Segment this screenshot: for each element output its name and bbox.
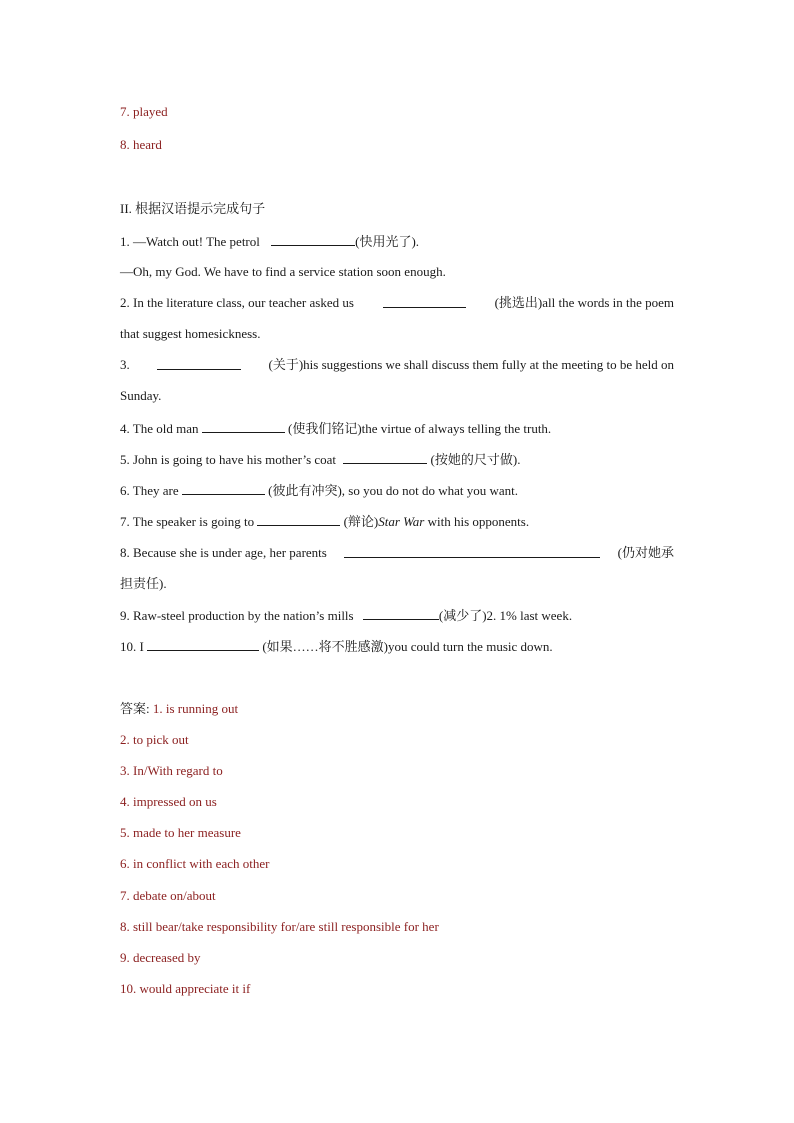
section-title: II. 根据汉语提示完成句子 <box>120 201 266 216</box>
question-8-text: 8. Because she is under age, her parents <box>120 545 327 560</box>
answer-2: 2. to pick out <box>120 732 189 747</box>
answer-8: 8. still bear/take responsibility for/are still responsible for her <box>120 919 439 934</box>
answer-1: 1. is running out <box>152 701 239 716</box>
question-8-continued: 担责任). <box>120 576 167 591</box>
question-7-end: with his opponents. <box>427 514 530 529</box>
answer-blank[interactable] <box>383 295 466 308</box>
question-2-continued: that suggest homesickness. <box>120 326 261 341</box>
question-9-text: 9. Raw-steel production by the nation’s mills <box>120 608 354 623</box>
answer-blank[interactable] <box>343 451 427 464</box>
question-1-text: 1. —Watch out! The petrol <box>120 234 260 249</box>
question-8 <box>120 545 674 561</box>
question-2 <box>120 295 674 311</box>
question-5 <box>120 451 520 468</box>
answer-blank[interactable] <box>363 607 439 620</box>
answer-1-line <box>120 701 238 717</box>
prev-answer-7: 7. played <box>120 104 168 119</box>
question-2-text: 2. In the literature class, our teacher asked us <box>120 295 354 310</box>
question-5-hint: (按她的尺寸做). <box>430 452 521 467</box>
question-9 <box>120 607 572 624</box>
question-1 <box>120 233 419 250</box>
answer-blank[interactable] <box>257 513 340 526</box>
question-1-hint: (快用光了). <box>355 234 420 249</box>
answer-blank[interactable] <box>344 545 600 558</box>
question-4-hint: (使我们铭记)the virtue of always telling the truth. <box>287 421 552 436</box>
question-6 <box>120 482 518 499</box>
question-7-title: Star War <box>378 514 425 529</box>
question-10 <box>120 638 553 655</box>
answer-blank[interactable] <box>182 482 265 495</box>
question-9-hint: (减少了)2. 1% last week. <box>438 608 573 623</box>
answer-6: 6. in conflict with each other <box>120 856 270 871</box>
question-5-text: 5. John is going to have his mother’s coat <box>120 452 337 467</box>
answer-9: 9. decreased by <box>120 950 201 965</box>
answer-5: 5. made to her measure <box>120 825 241 840</box>
answer-label: 答案: <box>120 701 150 716</box>
answer-3: 3. In/With regard to <box>120 763 223 778</box>
question-4 <box>120 420 551 437</box>
answer-7: 7. debate on/about <box>120 888 216 903</box>
question-7-hint: (辩论) <box>343 514 379 529</box>
question-2-hint: (挑选出)all the words in the poem <box>494 295 674 310</box>
question-10-text: 10. I <box>120 639 144 654</box>
prev-answer-8: 8. heard <box>120 137 162 152</box>
question-8-hint: (仍对她承 <box>617 545 674 560</box>
question-1-reply: —Oh, my God. We have to find a service station soon enough. <box>120 264 446 279</box>
question-3-continued: Sunday. <box>120 388 162 403</box>
question-7-text: 7. The speaker is going to <box>120 514 255 529</box>
question-6-text: 6. They are <box>120 483 179 498</box>
question-4-text: 4. The old man <box>120 421 199 436</box>
question-7 <box>120 513 529 530</box>
question-10-hint: (如果……将不胜感激)you could turn the music down. <box>262 639 553 654</box>
answer-10: 10. would appreciate it if <box>120 981 251 996</box>
answer-blank[interactable] <box>147 638 259 651</box>
question-6-hint: (彼此有冲突), so you do not do what you want. <box>268 483 518 498</box>
answer-4: 4. impressed on us <box>120 794 217 809</box>
question-3-hint: (关于)his suggestions we shall discuss them fully at the meeting to be held on <box>268 357 674 372</box>
answer-blank[interactable] <box>202 420 285 433</box>
question-3 <box>120 357 674 373</box>
answer-blank[interactable] <box>271 233 355 246</box>
answer-blank[interactable] <box>157 357 241 370</box>
question-3-number: 3. <box>120 357 130 372</box>
